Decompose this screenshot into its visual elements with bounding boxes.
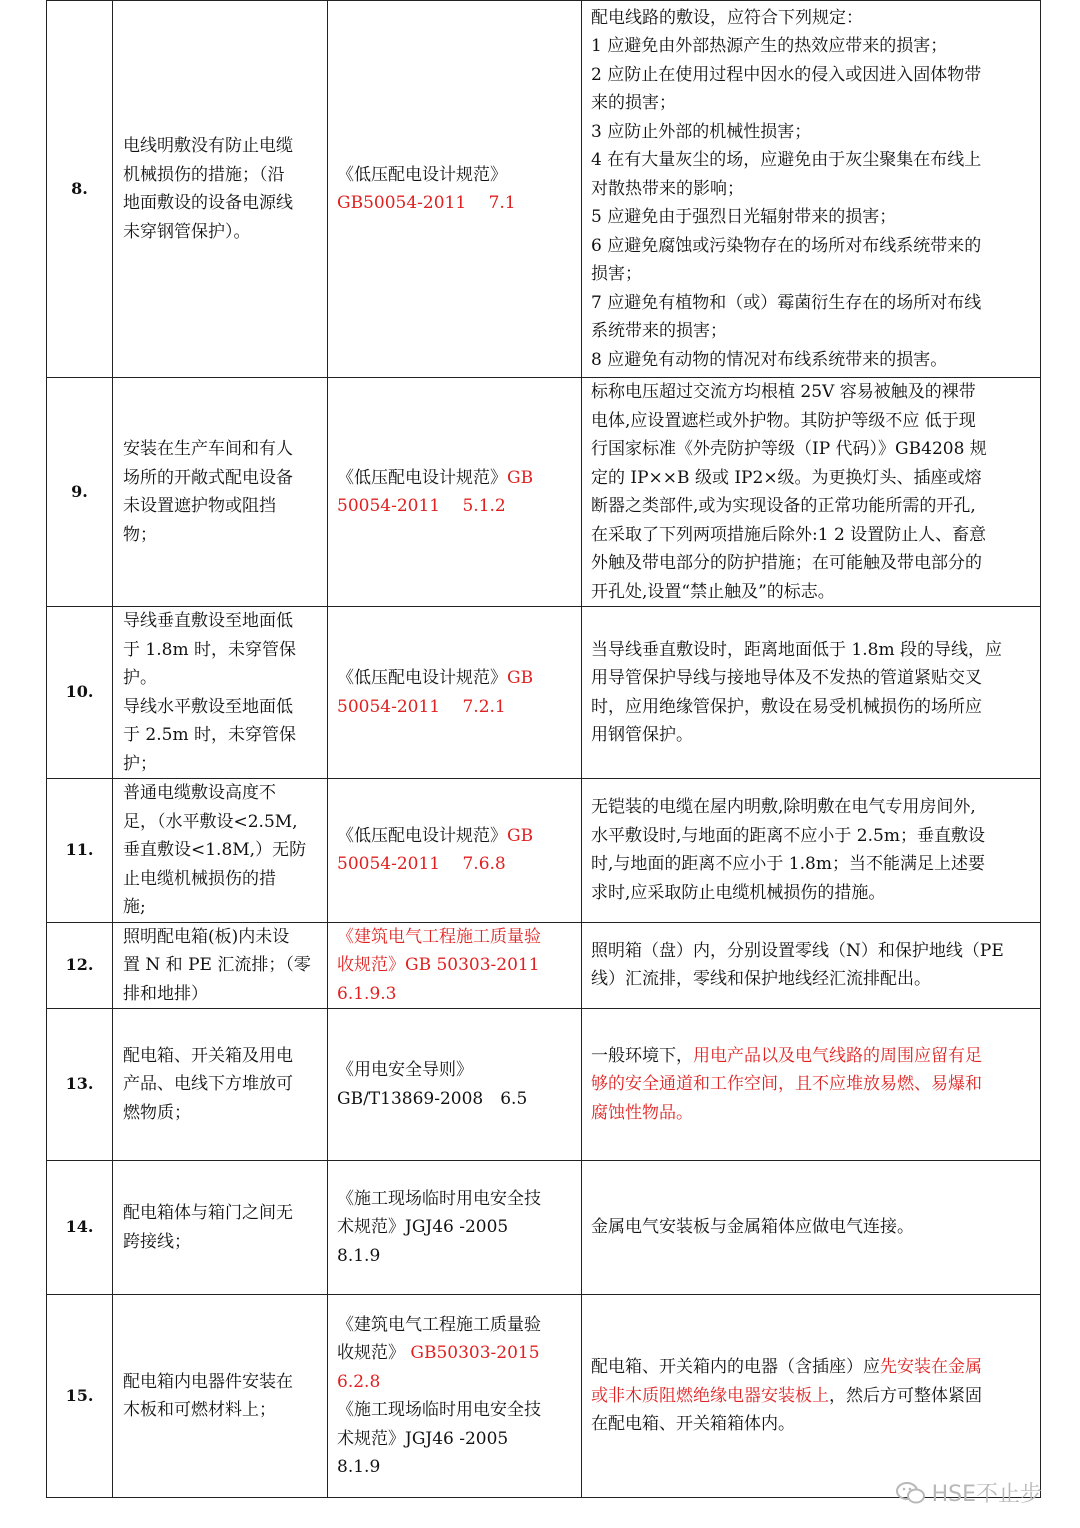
basis-line (337, 923, 573, 952)
plain-text: 损害； (591, 264, 642, 285)
table-row (47, 1295, 1041, 1498)
basis-line (337, 1396, 573, 1425)
plain-text: 外触及带电部分的防护措施；在可能触及带电部分的 (591, 553, 982, 573)
plain-text: 时，应用绝缘管保护，敷设在易受机械损伤的场所应 (591, 696, 982, 717)
plain-text: 当导线垂直敷设时，距离地面低于 1.8m 段的导线，应 (591, 639, 1002, 660)
issue-line: 配电箱内电器件安装在 (123, 1371, 293, 1392)
row-number: 14. (47, 1161, 113, 1295)
issue-line: 燃物质； (123, 1102, 191, 1123)
highlight-text: 6.1.9.3 (337, 983, 397, 1004)
plain-text: 线）汇流排，零线和保护地线经汇流排配出。 (591, 969, 931, 990)
plain-text: 4 在有大量灰尘的场，应避免由于灰尘聚集在布线上 (591, 150, 982, 171)
basis-cell (328, 1009, 582, 1161)
plain-text: 用导管保护导线与接地导体及不发热的管道紧贴交叉 (591, 668, 982, 688)
plain-text: ，然后方可整体紧固 (829, 1385, 982, 1406)
requirement-line (591, 407, 1032, 436)
highlight-text: GB (507, 467, 534, 488)
highlight-text: GB (507, 668, 534, 688)
plain-text: GB/T13869-2008 6.5 (337, 1088, 528, 1109)
highlight-text: 或非木质阻燃绝缘电器安装板上 (591, 1385, 829, 1406)
highlight-text: 收规范》GB 50303-2011 (337, 955, 540, 975)
requirement-cell (582, 607, 1041, 779)
issue-line: 普通电缆敷设高度不 (123, 783, 276, 803)
plain-text: 对散热带来的影响； (591, 178, 744, 199)
basis-line (337, 492, 573, 521)
plain-text: 无铠装的电缆在屋内明敷,除明敷在电气专用房间外, (591, 797, 976, 818)
plain-text: 用钢管保护。 (591, 725, 693, 745)
requirement-line (591, 89, 1032, 118)
plain-text: 《施工现场临时用电安全技 (337, 1400, 541, 1420)
requirement-line (591, 721, 1032, 750)
plain-text: 《施工现场临时用电安全技 (337, 1188, 541, 1209)
highlight-text: 够的安全通道和工作空间，且不应堆放易燃、易爆和 (591, 1074, 982, 1095)
row-number: 15. (47, 1295, 113, 1498)
plain-text: 系统带来的损害； (591, 321, 727, 342)
plain-text: 2 应防止在使用过程中因水的侵入或因进入固体物带 (591, 64, 982, 85)
issue-line: 垂直敷设<1.8M,）无防 (123, 840, 307, 860)
requirement-line (591, 260, 1032, 289)
issue-line: 配电箱体与箱门之间无 (123, 1203, 293, 1223)
issue-line: 安装在生产车间和有人 (123, 439, 293, 459)
plain-text: 《低压配电设计规范》 (337, 467, 507, 488)
basis-line (337, 161, 573, 190)
requirement-line (591, 937, 1032, 966)
issue-line: 地面敷设的设备电源线 (123, 193, 293, 213)
basis-line (337, 464, 573, 493)
issue-line: 机械损伤的措施；（沿 (123, 164, 285, 185)
plain-text: 8 应避免有动物的情况对布线系统带来的损害。 (591, 349, 948, 370)
basis-cell (328, 1295, 582, 1498)
requirement-line (591, 61, 1032, 90)
basis-line (337, 850, 573, 879)
basis-cell (328, 922, 582, 1009)
basis-line (337, 980, 573, 1009)
highlight-text: GB50054-2011 7.1 (337, 193, 516, 213)
plain-text: 配电箱、开关箱内的电器（含插座）应 (591, 1357, 880, 1378)
requirement-line (591, 1382, 1032, 1411)
plain-text: 照明箱（盘）内，分别设置零线（N）和保护地线（PE (591, 940, 1004, 961)
issue-line: 排和地排） (123, 983, 208, 1004)
plain-text: 3 应防止外部的机械性损害； (591, 121, 812, 142)
plain-text: 6 应避免腐蚀或污染物存在的场所对布线系统带来的 (591, 235, 982, 256)
requirement-line (591, 879, 1032, 908)
requirement-line (591, 1353, 1032, 1382)
issue-line: 置 N 和 PE 汇流排；（零 (123, 955, 311, 975)
issue-line: 物； (123, 524, 157, 545)
requirement-line (591, 1042, 1032, 1071)
plain-text: 《低压配电设计规范》 (337, 825, 507, 846)
plain-text: 术规范》JGJ46 -2005 8.1.9 (337, 1217, 531, 1266)
plain-text: 配电线路的敷设，应符合下列规定： (591, 7, 863, 28)
highlight-text: GB50303-2015 (410, 1343, 540, 1363)
requirement-line (591, 965, 1032, 994)
basis-line (337, 951, 573, 980)
issue-cell (113, 1, 328, 378)
table-row (47, 1009, 1041, 1161)
plain-text: 在配电箱、开关箱箱体内。 (591, 1414, 795, 1435)
requirement-line (591, 1213, 1032, 1242)
requirement-line (591, 32, 1032, 61)
watermark-text: HSE不止步 (931, 1482, 1042, 1507)
plain-text: 一般环境下， (591, 1045, 693, 1066)
issue-line: 导线垂直敷设至地面低 (123, 611, 293, 631)
basis-line (337, 1368, 573, 1397)
basis-cell (328, 1, 582, 378)
issue-line: 木板和可燃材料上； (123, 1400, 276, 1420)
table-row (47, 922, 1041, 1009)
requirement-line (591, 850, 1032, 879)
highlight-text: 50054-2011 7.6.8 (337, 854, 506, 875)
requirement-line (591, 1410, 1032, 1439)
plain-text: 收规范》 (337, 1343, 411, 1363)
highlight-text: 腐蚀性物品。 (591, 1102, 693, 1123)
plain-text: 在采取了下列两项措施后除外:1 2 设置防止人、畜意 (591, 524, 987, 545)
basis-line (337, 1213, 573, 1270)
requirement-cell (582, 1, 1041, 378)
requirement-line (591, 175, 1032, 204)
basis-line (337, 822, 573, 851)
issue-cell (113, 378, 328, 607)
issue-line: 未设置遮护物或阻挡 (123, 496, 276, 516)
plain-text: 《低压配电设计规范》 (337, 668, 507, 688)
highlight-text: 50054-2011 5.1.2 (337, 496, 506, 516)
table-row (47, 779, 1041, 923)
plain-text: 来的损害； (591, 93, 676, 114)
plain-text: 行国家标准《外壳防护等级（IP 代码）》GB4208 规 (591, 439, 987, 459)
plain-text: 术规范》JGJ46 -2005 8.1.9 (337, 1428, 531, 1477)
issue-line: 足，（水平敷设<2.5M, (123, 811, 298, 832)
issue-line: 产品、电线下方堆放可 (123, 1074, 293, 1095)
row-number: 11. (47, 779, 113, 923)
requirement-line (591, 317, 1032, 346)
basis-line (337, 1185, 573, 1214)
requirement-line (591, 1070, 1032, 1099)
requirement-cell (582, 1161, 1041, 1295)
issue-cell (113, 779, 328, 923)
issue-line: 止电缆机械损伤的措 (123, 868, 276, 889)
row-number: 10. (47, 607, 113, 779)
basis-line (337, 1085, 573, 1114)
row-number: 9. (47, 378, 113, 607)
requirement-line (591, 464, 1032, 493)
issue-line: 电线明敷没有防止电缆 (123, 136, 293, 156)
requirement-cell (582, 922, 1041, 1009)
requirement-line (591, 793, 1032, 822)
row-number: 8. (47, 1, 113, 378)
requirement-cell (582, 779, 1041, 923)
requirement-line (591, 664, 1032, 693)
issue-line: 未穿钢管保护）。 (123, 221, 251, 242)
plain-text: 水平敷设时,与地面的距离不应小于 2.5m；垂直敷设 (591, 825, 985, 846)
basis-line (337, 1339, 573, 1368)
issue-line: 照明配电箱(板)内未设 (123, 926, 290, 947)
plain-text: 金属电气安装板与金属箱体应做电气连接。 (591, 1217, 914, 1238)
plain-text: 断器之类部件,或为实现设备的正常功能所需的开孔, (591, 496, 976, 516)
issue-line: 配电箱、开关箱及用电 (123, 1045, 293, 1066)
issue-line: 场所的开敞式配电设备 (123, 467, 293, 488)
basis-line (337, 1056, 573, 1085)
plain-text: 1 应避免由外部热源产生的热效应带来的损害； (591, 36, 948, 57)
issue-line: 跨接线； (123, 1231, 191, 1252)
requirement-line (591, 1099, 1032, 1128)
requirement-line (591, 146, 1032, 175)
requirement-line (591, 822, 1032, 851)
plain-text: 开孔处,设置“禁止触及”的标志。 (591, 581, 835, 602)
row-number: 13. (47, 1009, 113, 1161)
issue-cell (113, 1295, 328, 1498)
requirement-line (591, 636, 1032, 665)
requirement-cell (582, 1009, 1041, 1161)
plain-text: 《建筑电气工程施工质量验 (337, 1314, 541, 1335)
basis-cell (328, 779, 582, 923)
plain-text: 求时,应采取防止电缆机械损伤的措施。 (591, 882, 886, 903)
plain-text: 《用电安全导则》 (337, 1060, 473, 1080)
requirement-line (591, 693, 1032, 722)
highlight-text: 先安装在金属 (880, 1357, 982, 1378)
table-row (47, 607, 1041, 779)
highlight-text: 50054-2011 7.2.1 (337, 696, 506, 717)
requirement-line (591, 549, 1032, 578)
watermark (896, 1477, 1042, 1508)
row-number: 12. (47, 922, 113, 1009)
issue-line: 于 2.5m 时，未穿管保 (123, 725, 296, 745)
plain-text: 5 应避免由于强烈日光辐射带来的损害； (591, 207, 897, 228)
basis-cell (328, 378, 582, 607)
requirement-line (591, 118, 1032, 147)
basis-cell (328, 607, 582, 779)
table-row (47, 1161, 1041, 1295)
highlight-text: 《建筑电气工程施工质量验 (337, 926, 541, 947)
requirement-line (591, 492, 1032, 521)
issue-line: 施; (123, 897, 146, 917)
requirement-cell (582, 378, 1041, 607)
issue-line: 于 1.8m 时，未穿管保 (123, 639, 296, 660)
issue-cell (113, 922, 328, 1009)
table-row (47, 1, 1041, 378)
issue-cell (113, 1161, 328, 1295)
issue-line: 护； (123, 753, 157, 774)
requirement-line (591, 378, 1032, 407)
plain-text: 《低压配电设计规范》 (337, 164, 507, 185)
issue-line: 导线水平敷设至地面低 (123, 696, 293, 717)
highlight-text: 用电产品以及电气线路的周围应留有足 (693, 1045, 982, 1066)
basis-cell (328, 1161, 582, 1295)
basis-line (337, 189, 573, 218)
requirement-line (591, 521, 1032, 550)
highlight-text: 6.2.8 (337, 1371, 381, 1392)
basis-line (337, 1425, 573, 1482)
basis-line (337, 693, 573, 722)
requirement-line (591, 289, 1032, 318)
requirement-cell (582, 1295, 1041, 1498)
requirement-line (591, 346, 1032, 375)
plain-text: 标称电压超过交流方均根植 25V 容易被触及的裸带 (591, 382, 976, 402)
plain-text: 时,与地面的距离不应小于 1.8m；当不能满足上述要 (591, 854, 985, 875)
requirement-line (591, 578, 1032, 607)
basis-line (337, 664, 573, 693)
basis-line (337, 1311, 573, 1340)
plain-text: 定的 IP××B 级或 IP2×级。为更换灯头、插座或熔 (591, 467, 982, 488)
regulation-table (46, 0, 1041, 1498)
highlight-text: GB (507, 825, 534, 846)
plain-text: 7 应避免有植物和（或）霉菌衍生存在的场所对布线 (591, 292, 982, 313)
issue-cell (113, 1009, 328, 1161)
issue-cell (113, 607, 328, 779)
table-row (47, 378, 1041, 607)
requirement-line (591, 232, 1032, 261)
plain-text: 电体,应设置遮栏或外护物。其防护等级不应 低于现 (591, 410, 976, 431)
requirement-line (591, 203, 1032, 232)
requirement-line (591, 4, 1032, 33)
issue-line: 护。 (123, 668, 157, 688)
requirement-line (591, 435, 1032, 464)
wechat-icon (896, 1481, 926, 1505)
